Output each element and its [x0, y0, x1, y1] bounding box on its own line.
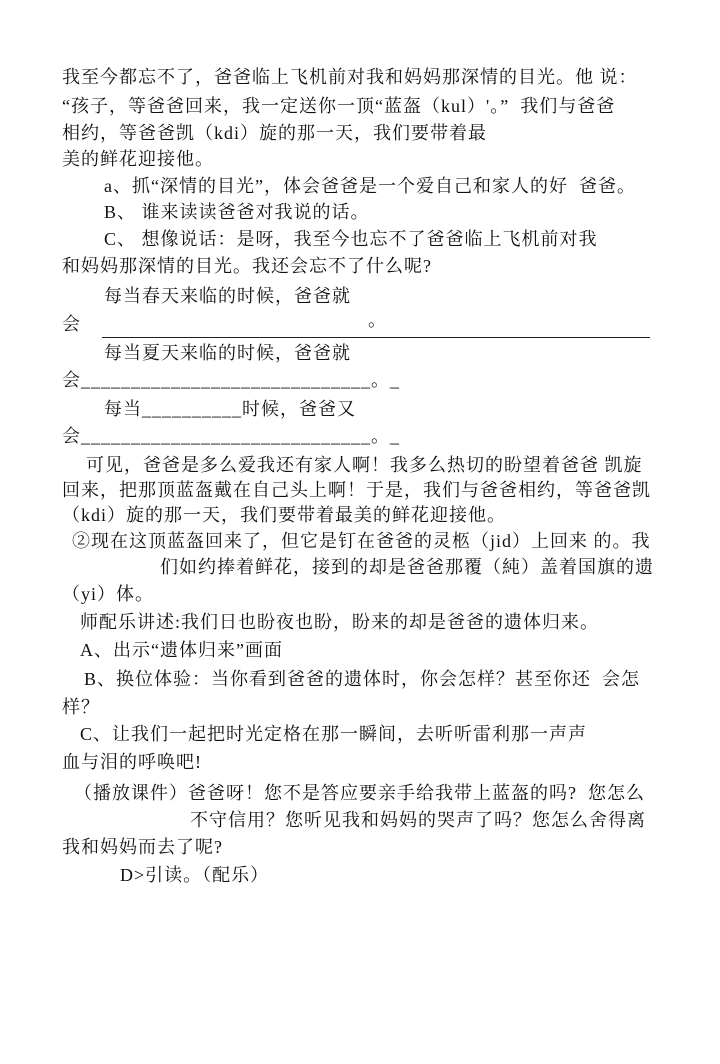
fill-blank-line: 会_____________________________。_ — [62, 370, 400, 390]
text-line: 不守信用？您听见我和妈妈的哭声了吗？您怎么舍得离 — [190, 810, 646, 830]
text-line: 回来，把那顶蓝盔戴在自己头上啊！于是，我们与爸爸相约，等爸爸凯 — [62, 480, 651, 500]
text-line: 和妈妈那深情的目光。我还会忘不了什么呢? — [62, 256, 432, 276]
fill-blank-period: 。 — [368, 310, 387, 330]
text-line: ②现在这顶蓝盔回来了，但它是钉在爸爸的灵柩（jid）上回来 的。我 — [72, 531, 651, 551]
text-line: 可见，爸爸是多么爱我还有家人啊！我多么热切的盼望着爸爸 凯旋 — [86, 455, 643, 475]
text-line: A、出示“遗体归来”画面 — [80, 640, 283, 660]
text-line: B、换位体验：当你看到爸爸的遗体时，你会怎样？甚至你还 会怎 — [84, 669, 641, 689]
fill-blank-line: 每当__________时候，爸爸又 — [104, 399, 356, 419]
text-line: 每当夏天来临的时候，爸爸就 — [104, 343, 351, 363]
text-line: 每当春天来临的时候，爸爸就 — [104, 286, 351, 306]
text-line: （播放课件）爸爸呀！您不是答应要亲手给我带上蓝盔的吗? 您怎么 — [74, 783, 645, 803]
text-line: （kdi）旋的那一天，我们要带着最美的鲜花迎接他。 — [62, 505, 506, 525]
text-line: C、让我们一起把时光定格在那一瞬间，去听听雷利那一声声 — [80, 724, 588, 744]
text-line: 我至今都忘不了，爸爸临上飞机前对我和妈妈那深情的目光。他 说： — [62, 67, 638, 87]
text-line: 美的鲜花迎接他。 — [62, 149, 214, 169]
text-line: “孩子，等爸爸回来，我一定送你一顶“蓝盔（kul）'。” 我们与爸爸 — [62, 96, 616, 116]
text-line: 血与泪的呼唤吧! — [62, 752, 202, 772]
text-line: a、抓“深情的目光”，体会爸爸是一个爱自己和家人的好 爸爸。 — [104, 176, 636, 196]
fill-blank-prefix: 会 — [62, 314, 81, 334]
fill-blank-line: 会_____________________________。_ — [62, 426, 400, 446]
text-line: 们如约捧着鲜花，接到的却是爸爸那覆（純）盖着国旗的遗 — [160, 557, 654, 577]
text-line: C、 想像说话：是呀，我至今也忘不了爸爸临上飞机前对我 — [104, 229, 598, 249]
text-line: 我和妈妈而去了呢? — [62, 837, 223, 857]
text-line: 相约，等爸爸凯（kdi）旋的那一天，我们要带着最 — [62, 123, 487, 143]
text-line: D>引读。（配乐） — [120, 865, 270, 885]
fill-blank-rule — [102, 337, 650, 338]
text-line: （yi）体。 — [62, 584, 155, 604]
text-line: 样？ — [62, 697, 100, 717]
text-line: B、 谁来读读爸爸对我说的话。 — [104, 202, 370, 222]
text-line: 师配乐讲述:我们日也盼夜也盼，盼来的却是爸爸的遗体归来。 — [80, 612, 599, 632]
